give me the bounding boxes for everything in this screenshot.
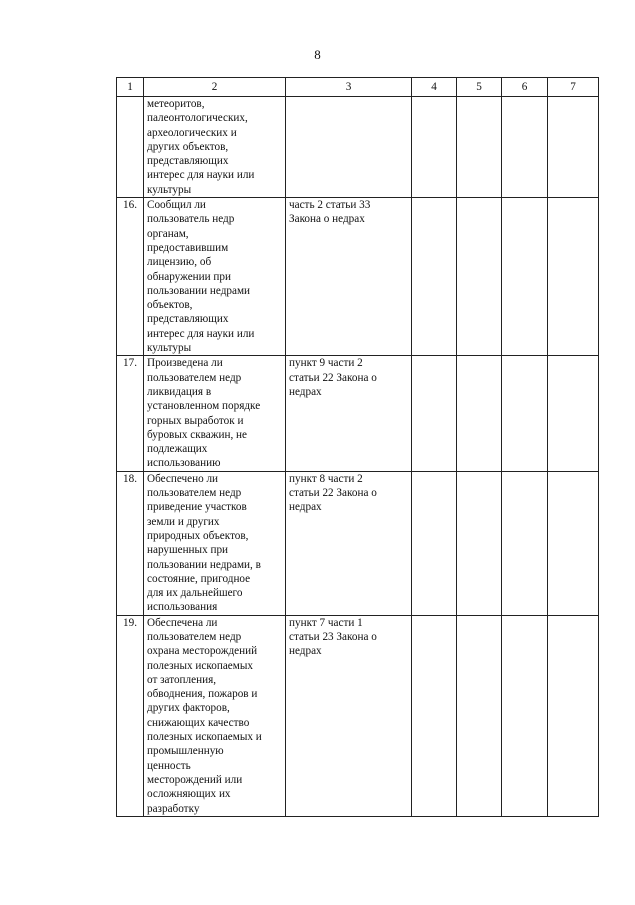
question-line: полезных ископаемых и (147, 731, 262, 744)
reference-line: статьи 22 Закона о (289, 371, 377, 384)
reference-cell (286, 97, 412, 198)
answer-cell-col-7 (548, 97, 599, 198)
answer-cell-col-5 (457, 198, 502, 356)
question-line: использованию (147, 457, 221, 470)
reference-line: пункт 9 части 2 (289, 357, 363, 370)
question-line: использования (147, 601, 218, 614)
question-line: лицензию, об (147, 256, 212, 269)
question-line: нарушенных при (147, 544, 229, 557)
answer-cell-col-4 (412, 615, 457, 816)
question-line: Обеспечена ли (147, 616, 218, 629)
question-line: интерес для науки или (147, 327, 255, 340)
row-number: 19. (117, 615, 144, 816)
table-row (117, 356, 599, 471)
question-line: полезных ископаемых (147, 659, 253, 672)
question-cell (144, 198, 286, 356)
reference-line: статьи 22 Закона о (289, 487, 377, 500)
question-line: интерес для науки или (147, 169, 255, 182)
question-line: представляющих (147, 313, 229, 326)
reference-cell (286, 615, 412, 816)
answer-cell-col-5 (457, 356, 502, 471)
reference-cell (286, 198, 412, 356)
reference-line: недрах (289, 501, 322, 514)
question-line: охрана месторождений (147, 645, 258, 658)
question-line: установленном порядке (147, 400, 261, 413)
header-cell-7: 7 (548, 78, 599, 97)
header-cell-4: 4 (412, 78, 457, 97)
question-line: палеонтологических, (147, 112, 248, 125)
question-line: ликвидация в (147, 385, 212, 398)
question-line: Сообщил ли (147, 199, 206, 212)
reference-line: недрах (289, 645, 322, 658)
question-line: разработку (147, 802, 200, 815)
answer-cell-col-4 (412, 356, 457, 471)
table-body (117, 97, 599, 817)
question-line: обнаружении при (147, 270, 232, 283)
answer-cell-col-7 (548, 356, 599, 471)
row-number: 17. (117, 356, 144, 471)
question-line: осложняющих их (147, 788, 231, 801)
question-line: Обеспечено ли (147, 472, 219, 485)
question-line: снижающих качество (147, 716, 250, 729)
question-line: культуры (147, 342, 192, 355)
question-line: промышленную (147, 745, 224, 758)
answer-cell-col-7 (548, 615, 599, 816)
answer-cell-col-6 (502, 471, 548, 615)
header-cell-1: 1 (117, 78, 144, 97)
question-line: культуры (147, 183, 192, 196)
answer-cell-col-4 (412, 97, 457, 198)
question-line: археологических и (147, 126, 237, 139)
answer-cell-col-6 (502, 97, 548, 198)
row-number: 18. (117, 471, 144, 615)
reference-cell (286, 356, 412, 471)
answer-cell-col-5 (457, 615, 502, 816)
question-line: пользователем недр (147, 371, 242, 384)
answer-cell-col-7 (548, 198, 599, 356)
reference-line: Закона о недрах (289, 213, 365, 226)
table-row (117, 198, 599, 356)
question-line: Произведена ли (147, 357, 223, 370)
question-line: природных объектов, (147, 529, 249, 542)
row-number (117, 97, 144, 198)
answer-cell-col-6 (502, 198, 548, 356)
question-line: других факторов, (147, 702, 230, 715)
question-line: пользовании недрами, в (147, 558, 261, 571)
reference-cell (286, 471, 412, 615)
question-line: горных выработок и (147, 414, 244, 427)
question-cell (144, 97, 286, 198)
question-line: буровых скважин, не (147, 428, 247, 441)
header-cell-5: 5 (457, 78, 502, 97)
table-row (117, 97, 599, 198)
question-line: для их дальнейшего (147, 587, 243, 600)
question-line: обводнения, пожаров и (147, 688, 258, 701)
reference-line: пункт 8 части 2 (289, 472, 363, 485)
header-cell-6: 6 (502, 78, 548, 97)
question-line: от затопления, (147, 673, 217, 686)
header-row (117, 78, 599, 97)
answer-cell-col-6 (502, 615, 548, 816)
question-line: земли и других (147, 515, 220, 528)
checklist-table (116, 77, 599, 817)
table-row (117, 615, 599, 816)
question-line: других объектов, (147, 140, 229, 153)
question-line: пользователем недр (147, 630, 242, 643)
answer-cell-col-5 (457, 97, 502, 198)
answer-cell-col-4 (412, 198, 457, 356)
answer-cell-col-6 (502, 356, 548, 471)
question-line: приведение участков (147, 501, 247, 514)
question-line: органам, (147, 227, 189, 240)
question-cell (144, 615, 286, 816)
header-cell-3: 3 (286, 78, 412, 97)
table-row (117, 471, 599, 615)
row-number: 16. (117, 198, 144, 356)
answer-cell-col-7 (548, 471, 599, 615)
reference-line: статьи 23 Закона о (289, 630, 377, 643)
question-line: пользовании недрами (147, 284, 251, 297)
question-line: метеоритов, (147, 98, 205, 110)
question-line: пользователем недр (147, 487, 242, 500)
question-line: предоставившим (147, 241, 229, 254)
question-line: объектов, (147, 299, 193, 312)
header-cell-2: 2 (144, 78, 286, 97)
question-line: пользователь недр (147, 213, 235, 226)
question-line: месторождений или (147, 773, 243, 786)
reference-line: часть 2 статьи 33 (289, 199, 371, 212)
answer-cell-col-5 (457, 471, 502, 615)
reference-line: недрах (289, 385, 322, 398)
question-line: представляющих (147, 155, 229, 168)
question-line: подлежащих (147, 443, 208, 456)
answer-cell-col-4 (412, 471, 457, 615)
question-line: ценность (147, 759, 191, 772)
question-line: состояние, пригодное (147, 572, 251, 585)
question-cell (144, 356, 286, 471)
reference-line: пункт 7 части 1 (289, 616, 363, 629)
question-cell (144, 471, 286, 615)
page-number: 8 (314, 47, 321, 62)
